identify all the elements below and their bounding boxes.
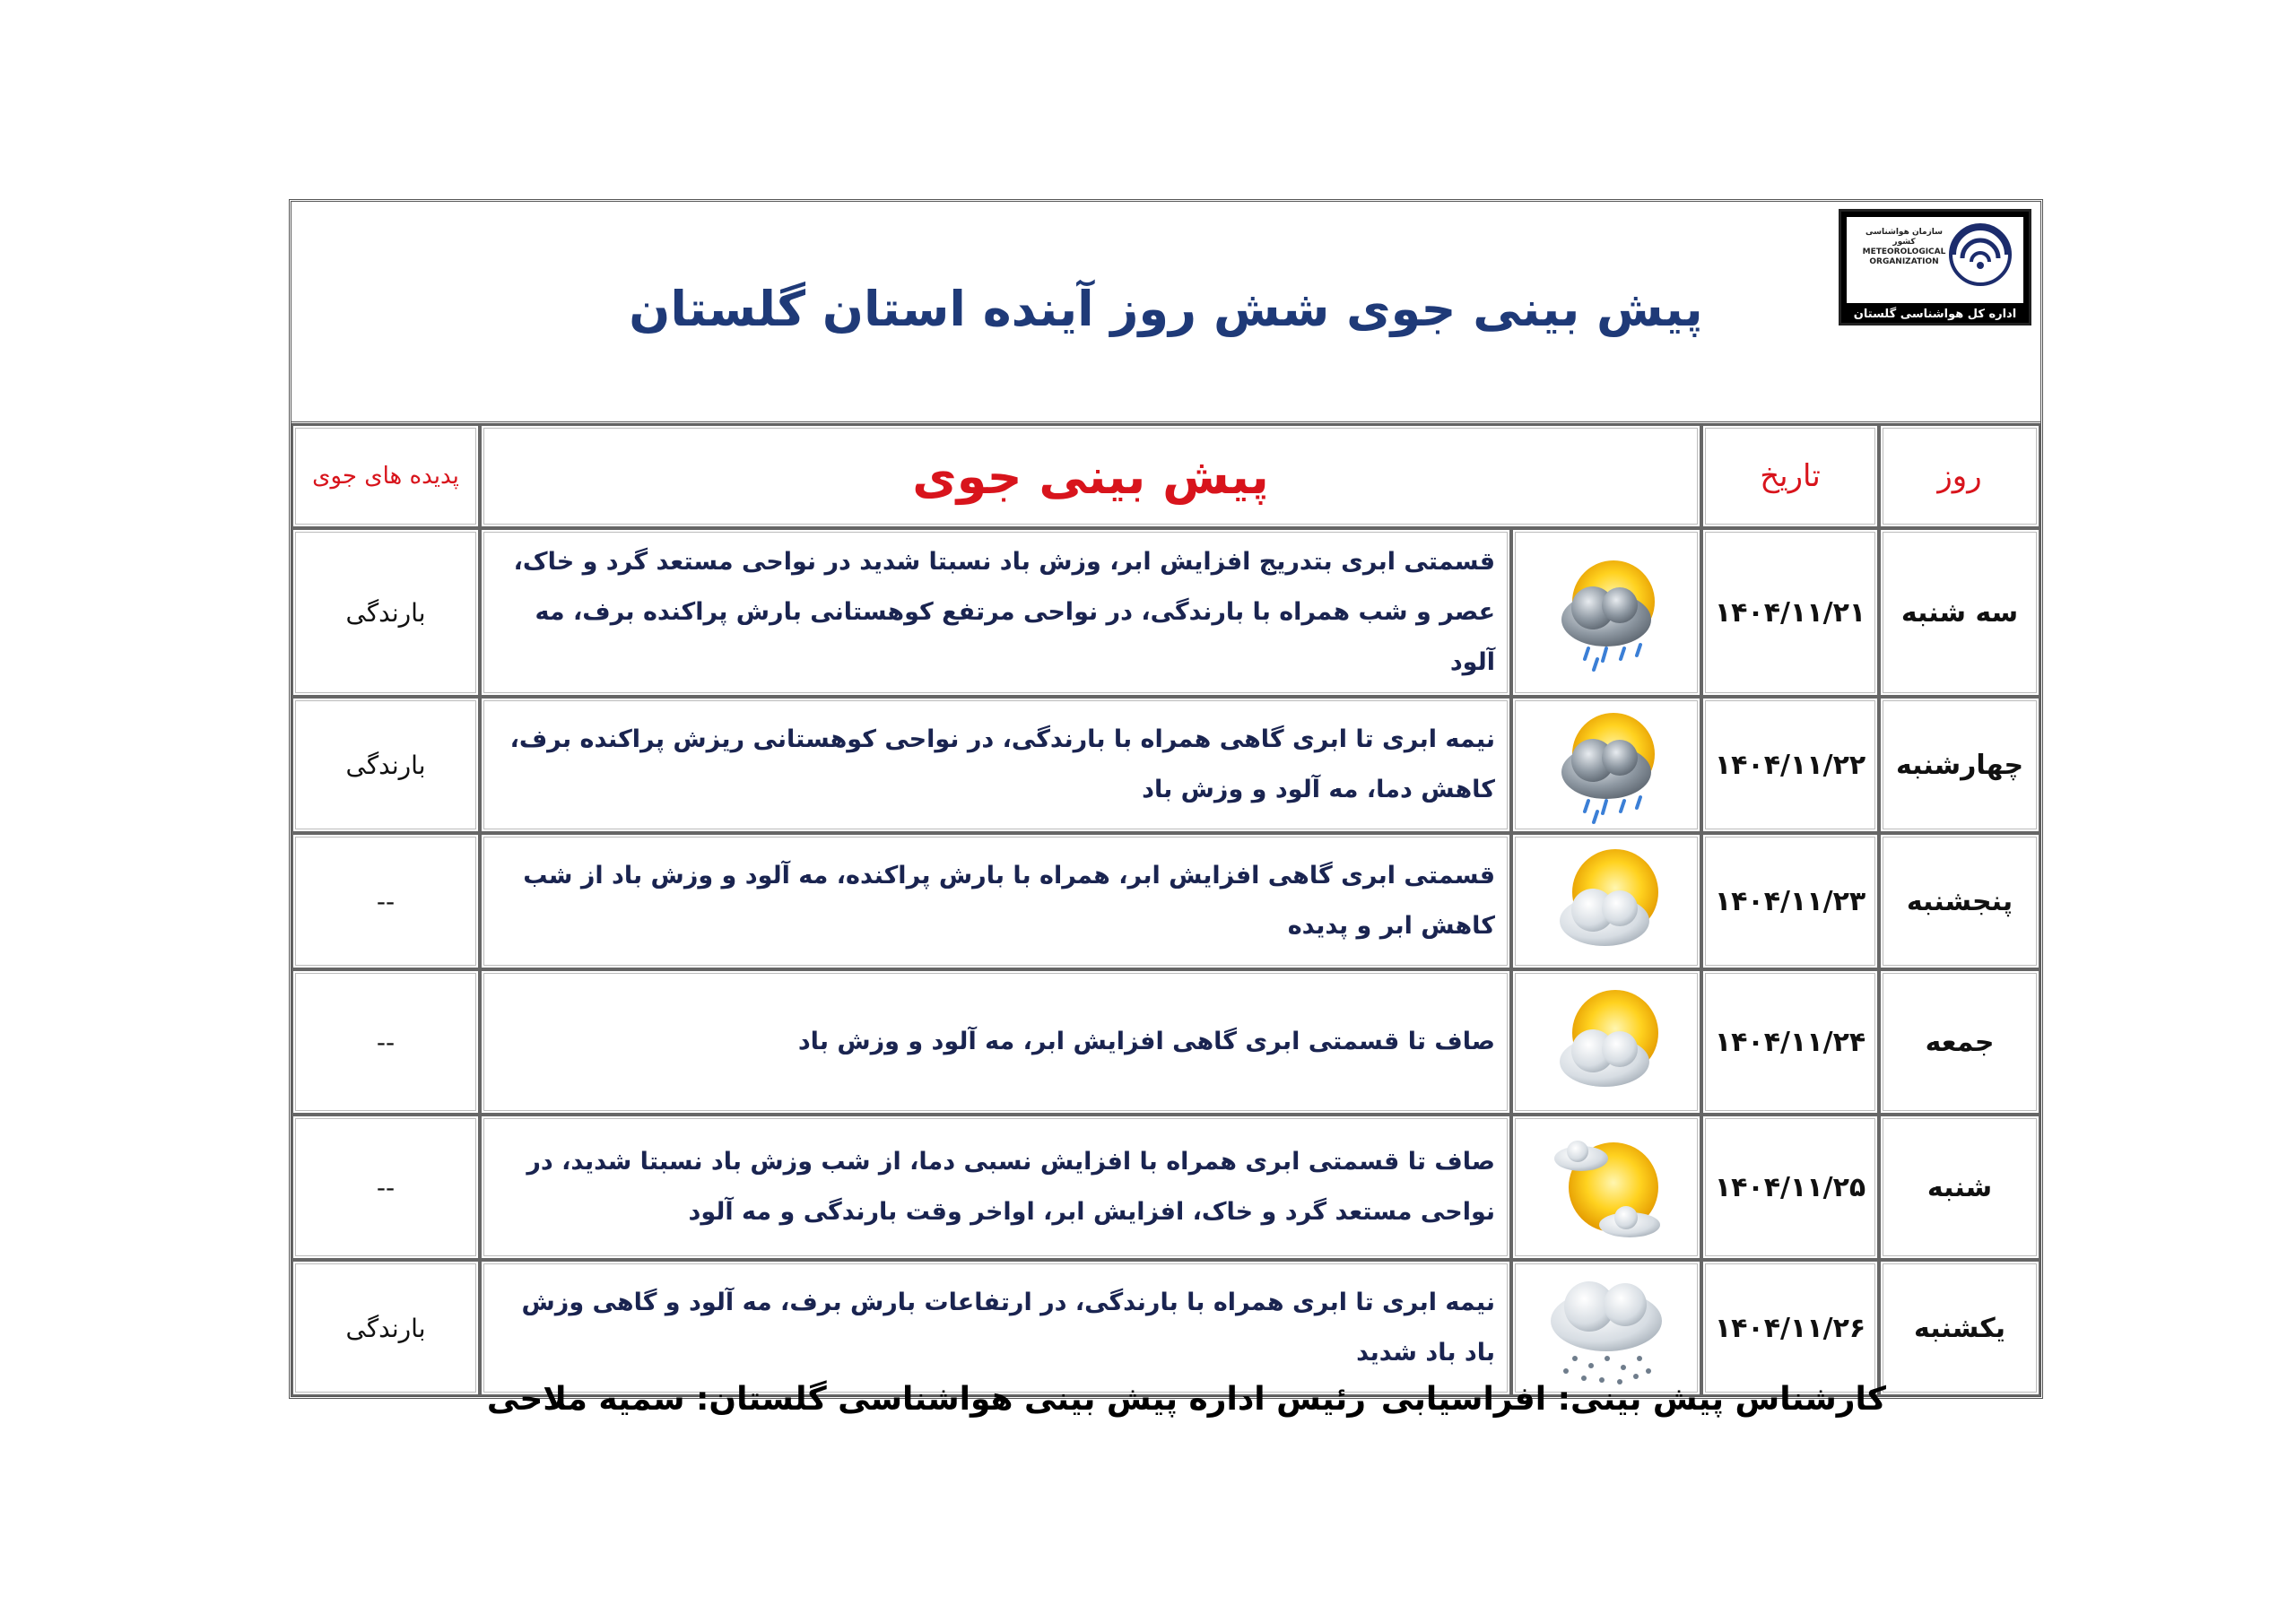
column-header-day: روز — [1879, 424, 2040, 528]
column-header-phenomena: پدیده های جوی — [291, 424, 480, 528]
day-cell: چهارشنبه — [1879, 697, 2040, 833]
phenomena-cell: بارندگی — [291, 697, 480, 833]
forecast-sheet — [289, 199, 2043, 1399]
weather-icon-cell — [1511, 1115, 1701, 1260]
signature-footer — [289, 1381, 2043, 1435]
cloud-sun-rain-icon — [1544, 702, 1669, 828]
office-head-name: رئیس اداره پیش بینی هواشناسی گلستان: سمیه ملاحی — [486, 1381, 1366, 1418]
weather-icon-cell — [1511, 833, 1701, 969]
phenomena-cell: -- — [291, 1115, 480, 1260]
rain-cloud-icon — [1539, 1265, 1674, 1391]
page-title: پیش بینی جوی شش روز آینده استان گلستان — [629, 281, 1703, 337]
forecast-description: نیمه ابری تا ابری همراه با بارندگی، در ارتفاعات بارش برف، مه آلود و گاهی وزش باد باد شدید — [480, 1260, 1511, 1396]
weather-icon-cell — [1511, 697, 1701, 833]
date-cell: ۱۴۰۴/۱۱/۲۱ — [1701, 528, 1879, 697]
column-header-date: تاریخ — [1701, 424, 1879, 528]
forecast-description: صاف تا قسمتی ابری همراه با افزایش نسبی دما، از شب وزش باد نسبتا شدید، در نواحی مستعد گرد و خاک، افزایش ابر، اواخر وقت بارندگی و مه آلود — [480, 1115, 1511, 1260]
day-cell: یکشنبه — [1879, 1260, 2040, 1396]
table-row — [291, 833, 2040, 969]
sun-small-clouds-icon — [1544, 1124, 1669, 1250]
cloud-sun-icon — [1544, 979, 1669, 1105]
logo-caption: اداره کل هواشناسی گلستان — [1853, 308, 2017, 321]
date-cell: ۱۴۰۴/۱۱/۲۶ — [1701, 1260, 1879, 1396]
date-cell: ۱۴۰۴/۱۱/۲۵ — [1701, 1115, 1879, 1260]
table-row — [291, 969, 2040, 1115]
date-cell: ۱۴۰۴/۱۱/۲۲ — [1701, 697, 1879, 833]
weather-icon-cell — [1511, 969, 1701, 1115]
forecast-table — [291, 424, 2040, 1396]
column-header-forecast: پیش بینی جوی — [480, 424, 1701, 528]
date-cell: ۱۴۰۴/۱۱/۲۴ — [1701, 969, 1879, 1115]
forecaster-name: کارشناس پیش بینی: افراسیابی — [1380, 1381, 1886, 1418]
day-cell: شنبه — [1879, 1115, 2040, 1260]
phenomena-cell: -- — [291, 969, 480, 1115]
cloud-sun-icon — [1544, 838, 1669, 964]
phenomena-cell: -- — [291, 833, 480, 969]
day-cell: جمعه — [1879, 969, 2040, 1115]
forecast-description: صاف تا قسمتی ابری گاهی افزایش ابر، مه آلود و وزش باد — [480, 969, 1511, 1115]
table-header-row — [291, 424, 2040, 528]
logo-small-text: سازمان هواشناسی کشور METEOROLOGICAL ORGANIZATION — [1862, 228, 1946, 266]
forecast-description: قسمتی ابری گاهی افزایش ابر، همراه با بارش پراکنده، مه آلود و وزش باد از شب کاهش ابر و پدیده — [480, 833, 1511, 969]
table-row — [291, 1115, 2040, 1260]
forecast-description: نیمه ابری تا ابری گاهی همراه با بارندگی، در نواحی کوهستانی ریزش پراکنده برف، کاهش دما، مه آلود و وزش باد — [480, 697, 1511, 833]
weather-icon-cell — [1511, 1260, 1701, 1396]
table-row — [291, 697, 2040, 833]
phenomena-cell: بارندگی — [291, 1260, 480, 1396]
date-cell: ۱۴۰۴/۱۱/۲۳ — [1701, 833, 1879, 969]
weather-icon-cell — [1511, 528, 1701, 697]
table-row — [291, 528, 2040, 697]
phenomena-cell: بارندگی — [291, 528, 480, 697]
meteorology-emblem-icon — [1944, 222, 2016, 287]
day-cell: سه شنبه — [1879, 528, 2040, 697]
day-cell: پنجشنبه — [1879, 833, 2040, 969]
header-box — [291, 202, 2040, 424]
table-row — [291, 1260, 2040, 1396]
cloud-sun-rain-icon — [1544, 550, 1669, 675]
organization-logo — [1839, 209, 2031, 325]
forecast-description: قسمتی ابری بتدریج افزایش ابر، وزش باد نسبتا شدید در نواحی مستعد گرد و خاک، عصر و شب همراه با بارندگی، در نواحی مرتفع کوهستانی بارش پراکنده برف، مه آلود — [480, 528, 1511, 697]
